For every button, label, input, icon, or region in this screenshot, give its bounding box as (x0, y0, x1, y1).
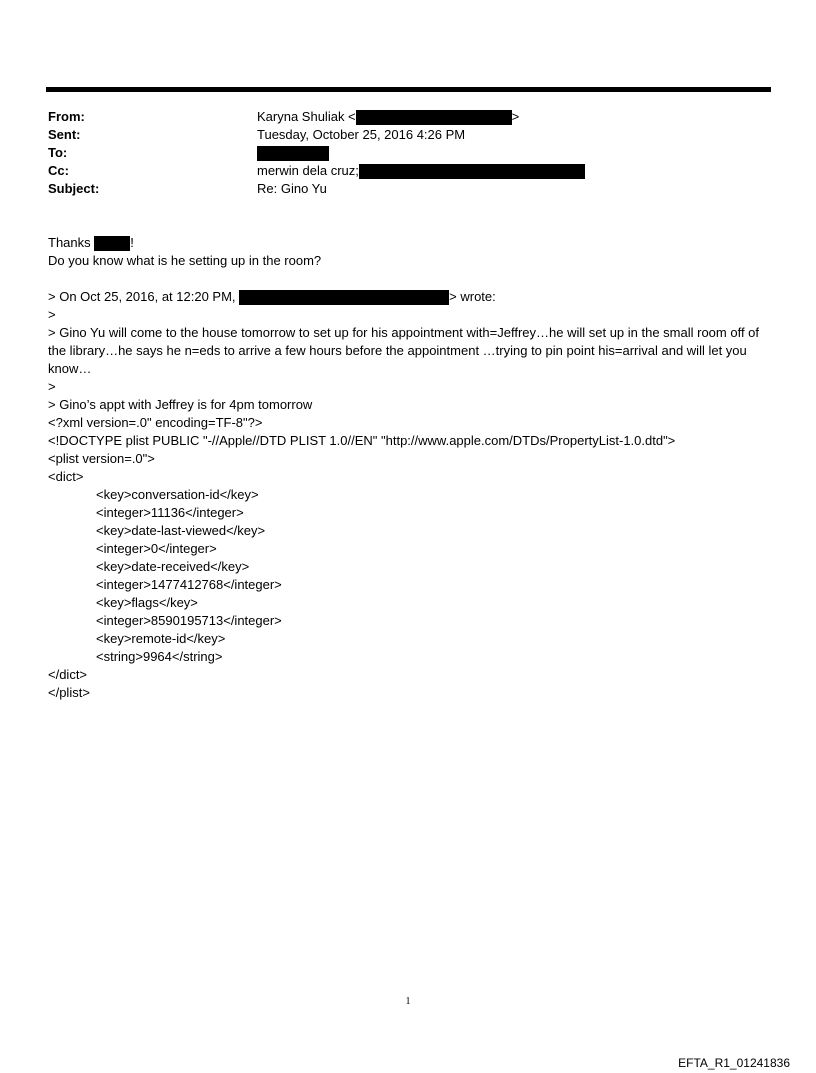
dict-close: </dict> (48, 667, 88, 682)
doctype-line: <!DOCTYPE plist PUBLIC "-//Apple//DTD PLIST 1.0//EN" "http://www.apple.com/DTDs/PropertyList-1.0.dtd"> (48, 433, 676, 448)
quote-blank-line: > (48, 379, 56, 394)
from-name: Karyna Shuliak < (257, 109, 356, 124)
redaction-thanks-name (94, 236, 130, 251)
dict-line: <string>9964</string> (96, 649, 223, 664)
xml-declaration: <?xml version=.0" encoding=TF-8"?> (48, 415, 263, 430)
dict-line: <key>remote-id</key> (96, 631, 226, 646)
from-label: From: (48, 109, 85, 124)
subject-row (48, 180, 768, 198)
thanks-line (48, 234, 778, 252)
to-label: To: (48, 145, 68, 160)
subject-value: Re: Gino Yu (257, 181, 327, 196)
cc-row (48, 162, 768, 180)
from-close: > (511, 109, 520, 124)
email-body (48, 234, 778, 702)
from-row (48, 108, 768, 126)
sent-row (48, 126, 768, 144)
dict-line: <integer>8590195713</integer> (96, 613, 282, 628)
page-number: 1 (405, 996, 411, 1007)
dict-line: <key>flags</key> (96, 595, 198, 610)
dict-line: <key>date-received</key> (96, 559, 250, 574)
to-value (257, 144, 329, 162)
cc-label: Cc: (48, 163, 69, 178)
redaction-cc (359, 164, 585, 179)
subject-label: Subject: (48, 181, 100, 196)
dict-line: <integer>1477412768</integer> (96, 577, 282, 592)
quote-intro-text: > On Oct 25, 2016, at 12:20 PM, (48, 289, 236, 304)
plist-open: <plist version=.0"> (48, 451, 155, 466)
quote-blank-line: > (48, 307, 56, 322)
plist-close: </plist> (48, 685, 90, 700)
quote-appt-line: > Gino’s appt with Jeffrey is for 4pm tomorrow (48, 397, 313, 412)
document-id: EFTA_R1_01241836 (678, 1056, 790, 1070)
question-line: Do you know what is he setting up in the room? (48, 253, 322, 268)
redaction-quote-sender (239, 290, 449, 305)
dict-line: <key>date-last-viewed</key> (96, 523, 266, 538)
header-rule (46, 87, 771, 92)
dict-line: <key>conversation-id</key> (96, 487, 259, 502)
thanks-text: Thanks (48, 235, 91, 250)
quote-intro-line (48, 288, 778, 306)
to-row (48, 144, 768, 162)
redaction-from-email (356, 110, 512, 125)
dict-line: <integer>11136</integer> (96, 505, 244, 520)
quote-intro-wrote: > wrote: (449, 289, 496, 304)
from-value (257, 108, 519, 126)
quote-message: > Gino Yu will come to the house tomorrow to set up for his appointment with=Jeffrey…he will set up in the small room off of the library…he says he n=eds to arrive a few hours before the appointment …trying to pin point his=arrival and will let you know… (48, 325, 760, 376)
spacer (48, 270, 778, 288)
dict-line: <integer>0</integer> (96, 541, 217, 556)
cc-value (257, 162, 585, 180)
dict-open: <dict> (48, 469, 84, 484)
sent-label: Sent: (48, 127, 81, 142)
thanks-exclaim: ! (130, 235, 134, 250)
redaction-to (257, 146, 329, 161)
email-header (48, 108, 768, 198)
sent-value: Tuesday, October 25, 2016 4:26 PM (257, 127, 466, 142)
cc-name: merwin dela cruz; (257, 163, 359, 178)
